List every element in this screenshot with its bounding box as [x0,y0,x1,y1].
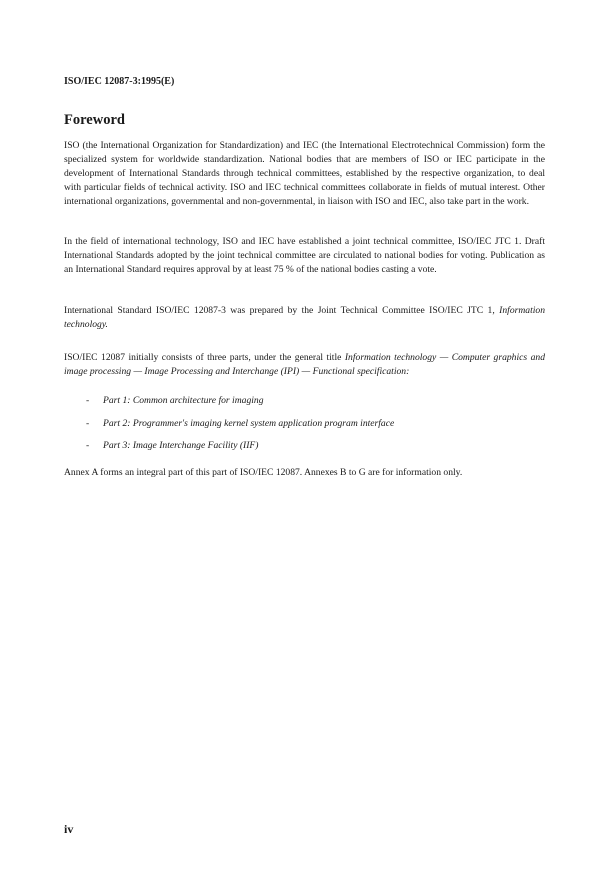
list-dash: - [86,395,90,406]
foreword-paragraph-3 [64,304,545,332]
paragraph-4-title: Information technology — Computer graphics and image processing — Image Processing and Interchange (IPI) — Functional specification: [64,352,545,377]
foreword-paragraph-2: In the field of international technology, ISO and IEC have established a joint technical committee, ISO/IEC JTC 1. Draft International Standards adopted by the joint technical committee are circulated to national bodies for voting. Publication as an International Standard requires approval by at least 75 % of the national bodies casting a vote. [64,236,545,275]
part-label: Part 1: Common architecture for imaging [103,395,264,406]
document-identifier: ISO/IEC 12087-3:1995(E) [64,76,175,87]
list-item [86,417,394,440]
part-label: Part 2: Programmer's imaging kernel system application program interface [103,417,395,429]
paragraph-3-title: Information technology. [64,305,545,330]
list-item [86,439,394,462]
list-dash: - [86,440,90,451]
foreword-paragraph-4 [64,351,545,379]
paragraph-4-text: ISO/IEC 12087 initially consists of three parts, under the general title [64,352,342,363]
part-label: Part 3: Image Interchange Facility (IIF) [103,440,259,451]
list-item [86,394,394,417]
foreword-heading: Foreword [64,112,125,128]
foreword-paragraph-1: ISO (the International Organization for Standardization) and IEC (the International Electrotechnical Commission) form the specialized system for worldwide standardization. National bodies that are members of ISO or IEC participate in the development of International Standards through technical committees, established by the respective organization, to deal with particular fields of technical activity. ISO and IEC technical committees collaborate in fields of mutual interest. Other international organizations, governmental and non-governmental, in liaison with ISO and IEC, also take part in the work. [64,140,545,207]
page-number: iv [64,822,74,836]
list-dash: - [86,417,90,429]
foreword-paragraph-5: Annex A forms an integral part of this part of ISO/IEC 12087. Annexes B to G are for information only. [64,467,463,478]
paragraph-3-text: International Standard ISO/IEC 12087-3 was prepared by the Joint Technical Committee ISO/IEC JTC 1, [64,305,495,316]
parts-list [86,394,394,462]
